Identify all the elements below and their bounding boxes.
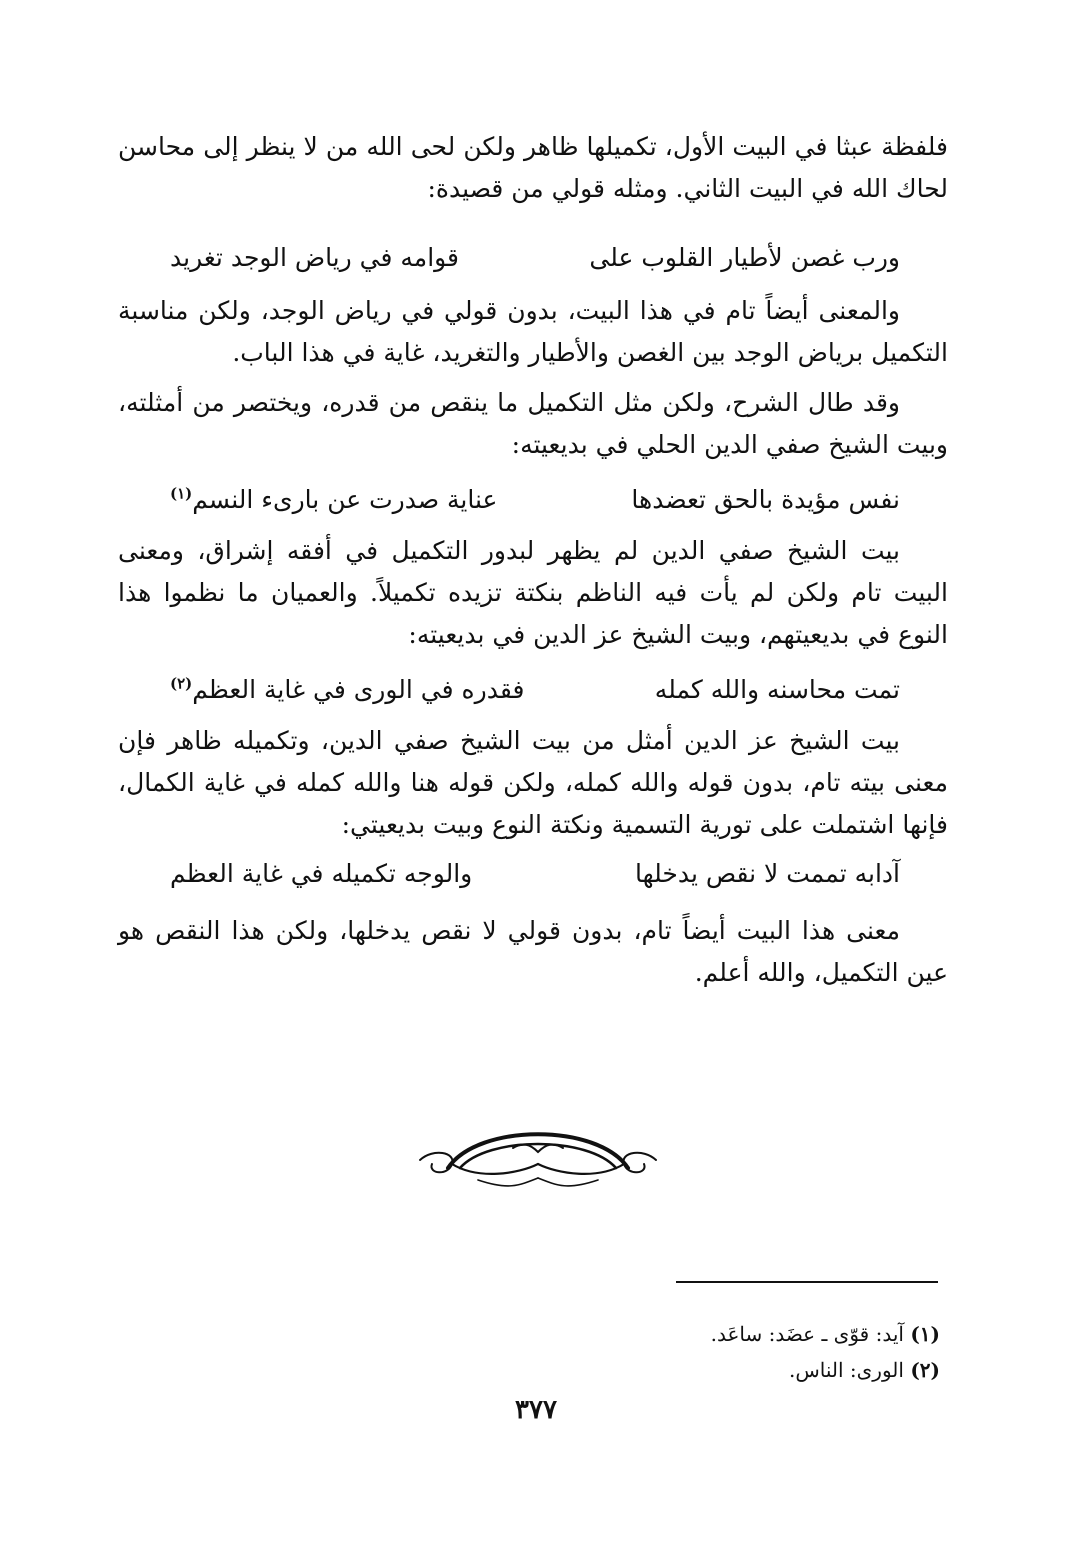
paragraph-5: بيت الشيخ عز الدين أمثل من بيت الشيخ صفي الدين، وتكميله ظاهر فإن معنى بيته تام، بدون قوله والله كمله، ولكن قوله هنا والله كمله في غاية الكمال، فإنها اشتملت على تورية التسمية ونكتة النوع وبيت بديعيتي:: [118, 726, 948, 839]
verse-3-second-text: فقدره في الورى في غاية العظم: [192, 675, 525, 704]
verse-1-second-hemistich: قوامه في رياض الوجد تغريد: [170, 243, 460, 272]
verse-1-first-hemistich: ورب غصن لأطيار القلوب على: [589, 243, 900, 272]
paragraph-1: فلفظة عبثا في البيت الأول، تكميلها ظاهر ولكن لحى الله من لا ينظر إلى محاسن لحاك الله في البيت الثاني. ومثله قولي من قصيدة:: [118, 132, 948, 203]
verse-2-second-hemistich: [170, 478, 497, 522]
paragraph-3-block: [118, 382, 948, 466]
paragraph-4-block: [118, 530, 948, 656]
footnote-1-number: (١): [910, 1322, 940, 1346]
verse-2: [150, 478, 920, 522]
footnote-1: [560, 1316, 940, 1352]
footnote-marker-1: (١): [170, 484, 193, 503]
verse-3-second-hemistich: [170, 668, 524, 712]
paragraph-3: وقد طال الشرح، ولكن مثل التكميل ما ينقص من قدره، ويختصر من أمثلته، وبيت الشيخ صفي الدين الحلي في بديعيته:: [118, 388, 948, 459]
verse-2-second-text: عناية صدرت عن بارىء النسم: [192, 485, 498, 514]
footnote-2-text: الورى: الناس.: [789, 1358, 904, 1382]
footnote-2: [560, 1352, 940, 1388]
verse-4-first-hemistich: آدابه تممت لا نقص يدخلها: [634, 859, 900, 888]
verse-4-second-hemistich: والوجه تكميله في غاية العظم: [170, 859, 473, 888]
verse-2-first-hemistich: نفس مؤيدة بالحق تعضدها: [631, 485, 900, 514]
footnote-1-text: آيد: قوّى ـ عضَد: ساعَد.: [710, 1322, 904, 1346]
paragraph-2: والمعنى أيضاً تام في هذا البيت، بدون قولي في رياض الوجد، ولكن مناسبة التكميل برياض الوجد بين الغصن والأطيار والتغريد، غاية في هذا الباب.: [118, 296, 948, 367]
page-number: ٣٧٧: [515, 1395, 557, 1425]
verse-1: [150, 236, 920, 280]
footnote-divider: [676, 1281, 938, 1283]
paragraph-4: بيت الشيخ صفي الدين لم يظهر لبدور التكميل في أفقه إشراق، ومعنى البيت تام ولكن لم يأت فيه الناظم بنكتة تزيده تكميلاً. والعميان ما نظموا هذا النوع في بديعيتهم، وبيت الشيخ عز الدين في بديعيته:: [118, 536, 948, 649]
footnotes: [560, 1316, 940, 1388]
paragraph-5-block: [118, 720, 948, 846]
verse-4: [150, 852, 920, 896]
paragraph-2-block: [118, 290, 948, 374]
paragraph-6-block: [118, 910, 948, 994]
paragraph-6: معنى هذا البيت أيضاً تام، بدون قولي لا نقص يدخلها، ولكن هذا النقص هو عين التكميل، والله أعلم.: [118, 916, 948, 987]
verse-3-first-hemistich: تمت محاسنه والله كمله: [654, 675, 900, 704]
footnote-2-number: (٢): [910, 1358, 940, 1382]
footnote-marker-2: (٢): [170, 674, 193, 693]
flourish-ornament-icon: [418, 1118, 658, 1198]
paragraph-1-block: [118, 126, 948, 210]
verse-3: [150, 668, 920, 712]
